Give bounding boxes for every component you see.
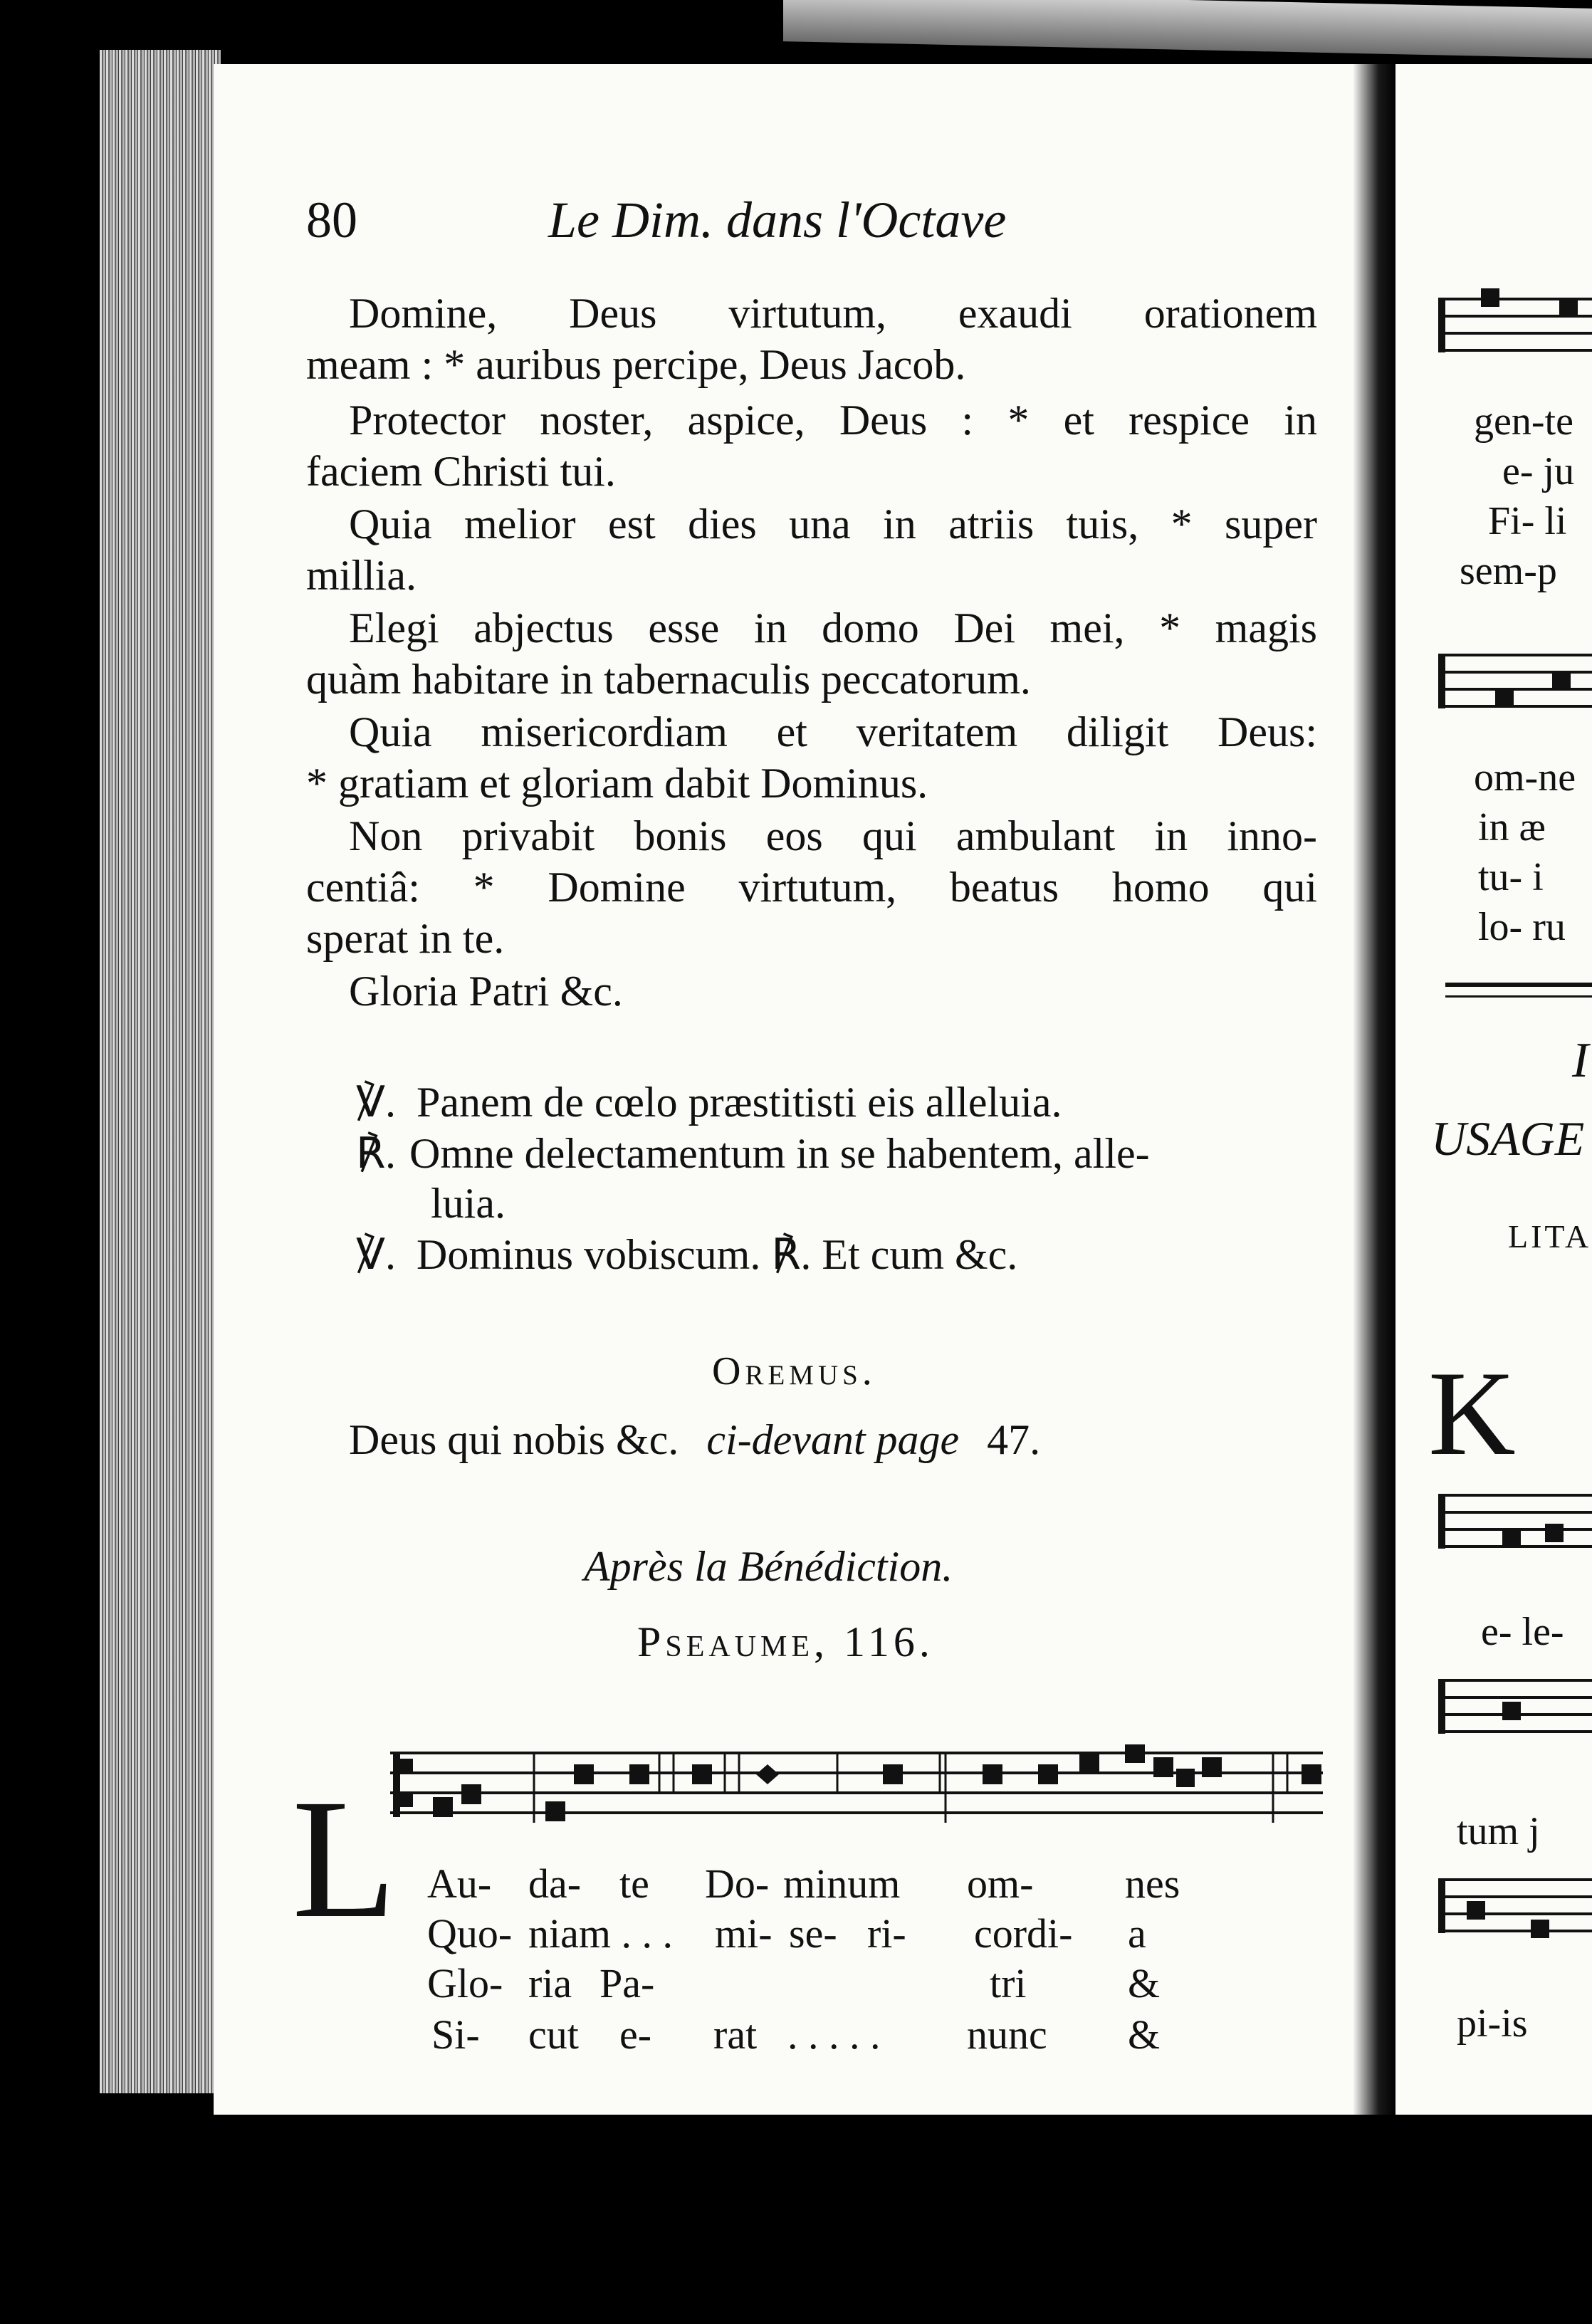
drop-cap: L [292, 1764, 397, 1953]
facing-lyric: sem-p [1460, 549, 1557, 593]
neume [1502, 1702, 1521, 1720]
neume [545, 1801, 565, 1821]
response-text: Omne delectamentum in se habentem, alle- [409, 1130, 1150, 1177]
lyric: nes [1125, 1860, 1180, 1907]
lyric: se- [789, 1910, 837, 1957]
psalm-line: Domine, Deus virtutum, exaudi orationem [349, 290, 1317, 337]
prayer-text: Deus qui nobis &c. [349, 1416, 679, 1463]
psalm-line: Quia melior est dies una in atriis tuis, * super [349, 501, 1317, 548]
facing-staff [1438, 285, 1592, 363]
neume [1502, 1529, 1521, 1548]
neume [461, 1784, 481, 1804]
lyric: cut [528, 2011, 579, 2058]
versicle-text: Dominus vobiscum. ℟. Et cum &c. [417, 1231, 1018, 1278]
book-gutter [1353, 64, 1395, 2115]
psalm-line: Protector noster, aspice, Deus : * et respice in [349, 397, 1317, 444]
neume [1153, 1757, 1173, 1777]
neume [1552, 672, 1571, 691]
page-top-strip [783, 0, 1592, 58]
lyric: tri [990, 1960, 1027, 2006]
lyric: mi- [715, 1910, 773, 1957]
clef-icon [400, 1759, 413, 1771]
clef-icon [1438, 299, 1445, 352]
facing-lyric: tu- i [1478, 855, 1544, 899]
lyric: rat [713, 2011, 758, 2058]
neume [692, 1764, 712, 1784]
psalm-line: centiâ: * Domine virtutum, beatus homo qui [306, 864, 1317, 911]
facing-lyric: lo- ru [1478, 905, 1566, 949]
neume [629, 1764, 649, 1784]
clef-icon [1438, 1495, 1445, 1549]
versicle-text: Panem de cœlo præstitisti eis alleluia. [417, 1079, 1062, 1126]
neume [1079, 1752, 1099, 1771]
lyric: Pa- [599, 1960, 655, 2006]
prayer-page: 47. [987, 1416, 1041, 1463]
neume [1125, 1744, 1145, 1763]
facing-lyric: e- ju [1502, 449, 1575, 493]
psalm-line: sperat in te. [306, 915, 505, 962]
lyric: Glo- [427, 1960, 503, 2006]
neume [1038, 1764, 1058, 1784]
clef-icon [1438, 1680, 1445, 1734]
lyric: Si- [431, 2011, 480, 2058]
lyric: e- [619, 2011, 652, 2058]
lyric: . . . . . [787, 2011, 881, 2058]
neume [1302, 1764, 1321, 1784]
lyric: nunc [967, 2011, 1047, 2058]
psalm-line: Quia misericordiam et veritatem diligit Deus: [349, 708, 1317, 755]
facing-lyric: gen-te [1474, 399, 1573, 444]
running-head: Le Dim. dans l'Octave [548, 192, 1007, 248]
lyric: minum [783, 1860, 901, 1907]
lyric: Au- [427, 1860, 492, 1907]
lyric: a [1128, 1910, 1146, 1957]
chant-staff [390, 1744, 1323, 1830]
lyric: & [1128, 2011, 1161, 2058]
response-text-cont: luia. [431, 1180, 506, 1227]
neume [574, 1764, 594, 1784]
psalm-line: Gloria Patri &c. [349, 968, 623, 1015]
lyric: Do- [705, 1860, 770, 1907]
facing-heading: I [1572, 1033, 1589, 1088]
neume [1495, 689, 1514, 708]
lyric: ria [528, 1960, 572, 2006]
facing-usage: USAGE [1431, 1111, 1585, 1166]
clef-icon [1438, 655, 1445, 708]
psalm-line: faciem Christi tui. [306, 448, 616, 495]
neume [1559, 298, 1578, 316]
psalm-line: Elegi abjectus esse in domo Dei mei, * magis [349, 604, 1317, 651]
prayer-line [349, 1414, 1040, 1465]
facing-syllable: pi-is [1457, 2001, 1528, 2046]
facing-staff [1438, 1481, 1592, 1559]
neume [1481, 288, 1499, 307]
facing-staff [1438, 1865, 1592, 1944]
facing-litany: LITA [1508, 1218, 1592, 1255]
lyric: da- [528, 1860, 582, 1907]
facing-syllable: e- le- [1481, 1610, 1564, 1654]
response-sign: ℟. [356, 1130, 397, 1177]
facing-lyric: in æ [1478, 805, 1546, 849]
oremus-heading: Oremus. [712, 1349, 876, 1393]
psalm-line: quàm habitare in tabernaculis peccatorum. [306, 656, 1031, 703]
lyric: cordi- [974, 1910, 1073, 1957]
neume [433, 1797, 453, 1817]
page-number: 80 [306, 192, 357, 248]
lyric: Quo- [427, 1910, 513, 1957]
facing-syllable: tum j [1457, 1809, 1540, 1853]
section-heading: Après la Bénédiction. [584, 1543, 953, 1590]
facing-lyric: Fi- li [1488, 499, 1567, 543]
psalm-line: Non privabit bonis eos qui ambulant in inno- [349, 812, 1317, 859]
neume [1467, 1901, 1485, 1920]
neume [756, 1764, 779, 1784]
neume [1176, 1769, 1195, 1787]
neume [1531, 1920, 1549, 1938]
versicle-sign: ℣. [356, 1079, 397, 1126]
lyric: & [1128, 1960, 1161, 2006]
facing-staff [1438, 1666, 1592, 1744]
neume [983, 1764, 1002, 1784]
clef-icon [1438, 1880, 1445, 1933]
lyric: te [619, 1860, 649, 1907]
facing-page [1395, 64, 1592, 2115]
psalm-line: * gratiam et gloriam dabit Dominus. [306, 760, 928, 807]
facing-lyric: om-ne [1474, 755, 1576, 800]
psalm-line: millia. [306, 552, 417, 599]
clef-icon [400, 1794, 413, 1807]
lyric: om- [967, 1860, 1034, 1907]
psalm-title: Pseaume, 116. [637, 1618, 934, 1665]
divider-rule [1445, 983, 1592, 987]
divider-rule [1445, 995, 1592, 998]
psalm-line: meam : * auribus percipe, Deus Jacob. [306, 341, 966, 388]
facing-staff [1438, 641, 1592, 719]
neume [1202, 1757, 1222, 1777]
prayer-reference: ci-devant page [706, 1416, 960, 1463]
book-fore-edge [100, 50, 221, 2093]
lyric: ri- [867, 1910, 906, 1957]
neume [1545, 1524, 1564, 1542]
versicle-sign: ℣. [356, 1231, 397, 1278]
neume [883, 1764, 903, 1784]
lyric: niam . . . [528, 1910, 673, 1957]
facing-big-k: K [1428, 1346, 1516, 1480]
